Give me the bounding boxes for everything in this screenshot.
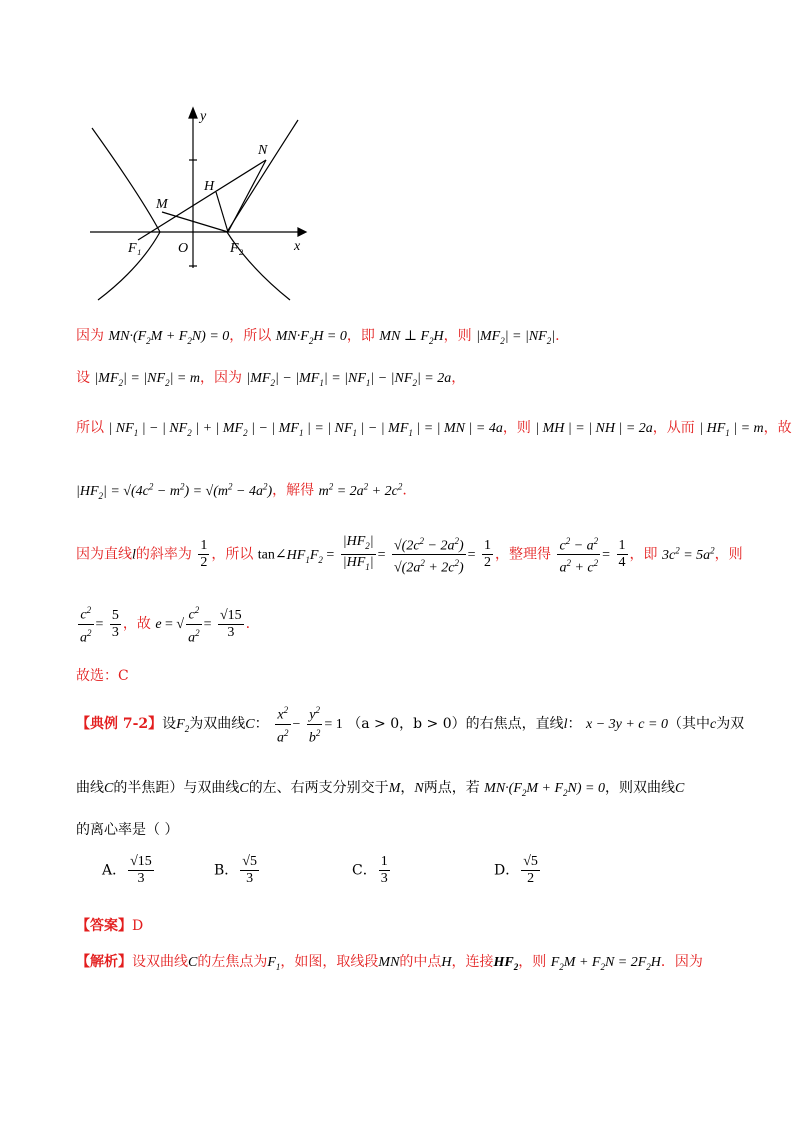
sol-line-4: $|HF_2| = √(4c^2 - m^2) = √(m^2 - 4a^2)$，解得 $m^2 = 2a^2 + 2c^2$. — [76, 481, 407, 501]
option-C[interactable]: C． $\frac{1}{3}$ — [352, 854, 388, 886]
fig-label-x: x — [294, 239, 301, 254]
line-HF2 — [216, 192, 228, 232]
fig-label-N: N — [258, 143, 268, 158]
sol-line-3: 所以 | $NF_1$ | − | $NF_2$ | + | $MF_2$ | − | $MF_1$ | = | $NF_1$ | − | $MF_1$ | = | MN | = 4a，则 | MH | = | NH | = 2a，从而 | $HF_1$ | = m，故 — [76, 420, 792, 438]
fig-label-F2: F₂ — [230, 241, 244, 256]
sol-line-1: 因为 $MN\cdot(F_2M + F_2N) = 0$，所以 $MN\cdot F_2H = 0$，即 MN ⊥ $F_2H$，则 $|MF_2| = |NF_2|$. — [76, 328, 560, 346]
analysis-line: 【解析】设双曲线C的左焦点为$F_1$，如图，取线段MN的中点H，连接$HF_2$，则 $F_2M + F_2N = 2F_2H$．因为 — [76, 954, 703, 972]
x-axis-arrow — [298, 228, 306, 236]
fig-label-F1: F₁ — [128, 241, 142, 256]
y-axis-arrow — [189, 108, 197, 118]
option-A[interactable]: A． $\frac{√15}{3}$ — [102, 854, 152, 886]
left-branch — [92, 128, 160, 300]
fig-label-H: H — [204, 179, 215, 194]
sol-line-5: 因为直线l的斜率为 $\frac{1}{2}$ ，所以 $\tan\angle HF_1F_2$ = $\frac{|HF_2|}{|HF_1|}$ = $\frac{√(2c^2 - 2a^2)}{√(2a^2 + 2c^2)}$ = $\frac{1}{2}$ ，整理得 $\frac{c^2 - a^2}{a^2 + c^2}$ = $\frac{1}{4}$ ，即 $3c^2 = 5a^2$，则 — [76, 534, 743, 576]
fig-label-O: O — [178, 241, 189, 256]
option-D[interactable]: D． $\frac{√5}{2}$ — [494, 854, 538, 886]
line-F2M — [162, 212, 228, 232]
sol-line-2: 设 $|MF_2| = |NF_2| = m$，因为 $|MF_2| - |MF_1| = |NF_1| - |NF_2| = 2a$， — [76, 370, 466, 388]
fig-label-y: y — [200, 109, 207, 124]
fig-label-M: M — [156, 197, 168, 212]
example-line-2: 曲线C的半焦距）与双曲线C的左、右两支分别交于M，N两点，若 $MN\cdot(F_2M + F_2N) = 0$，则双曲线C — [76, 780, 685, 798]
example-line-3: 的离心率是（ ） — [76, 822, 179, 838]
sol-answer: 故选：C — [76, 668, 129, 684]
hyperbola-figure — [80, 100, 320, 310]
option-B[interactable]: B． $\frac{√5}{3}$ — [214, 854, 257, 886]
sol-line-6: $\frac{c^2}{a^2}$ = $\frac{5}{3}$ ，故 e = √ $\frac{c^2}{a^2}$ = $\frac{√15}{3}$ . — [76, 602, 250, 646]
line-F2N — [228, 160, 266, 232]
example-line-1: 【典例 7-2】设$F_2$为双曲线C： $\frac{x^2}{a^2}$ − $\frac{y^2}{b^2}$ = 1 （a > 0，b > 0）的右焦点，直线l： x − 3y + c = 0（其中c为双 — [76, 702, 744, 749]
answer-line: 【答案】D — [76, 918, 144, 934]
